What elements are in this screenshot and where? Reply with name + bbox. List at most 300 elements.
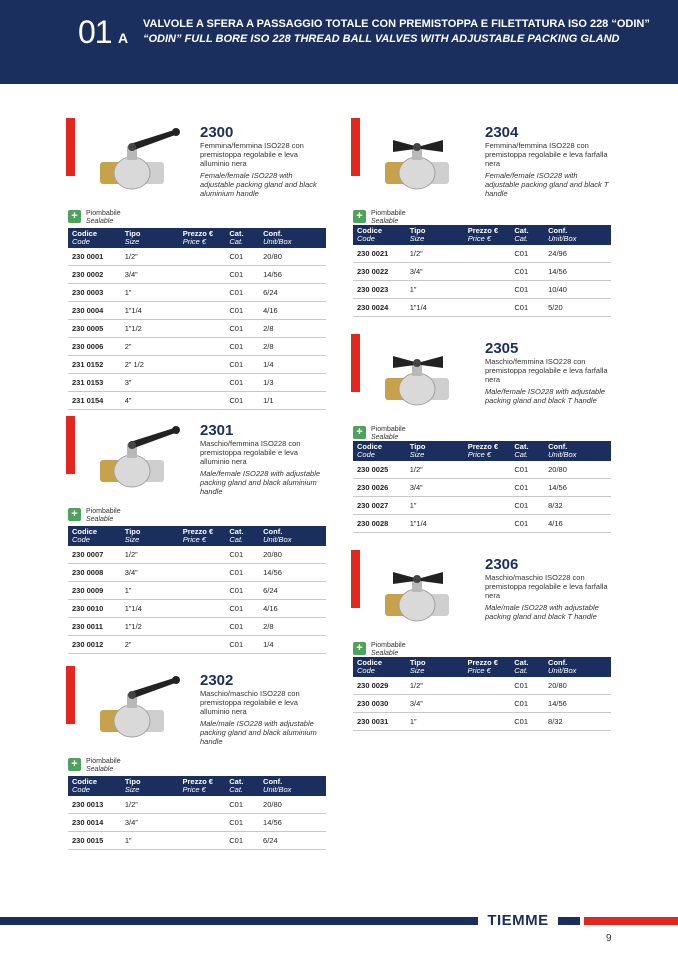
product-description-en: Male/male ISO228 with adjustable packing gland and black aluminium handle — [200, 719, 317, 746]
conf-cell: 8/32 — [544, 497, 611, 515]
header-label-en: Size — [124, 237, 140, 246]
price-cell — [464, 515, 511, 533]
header-label-en: Cat. — [514, 666, 529, 675]
code-cell: 230 0014 — [68, 814, 121, 832]
price-cell — [179, 374, 226, 392]
price-cell — [179, 248, 226, 266]
new-badge — [343, 334, 360, 392]
col-conf-header — [544, 441, 611, 461]
col-conf-header — [259, 526, 326, 546]
price-cell — [464, 263, 511, 281]
product-code: 2300 — [200, 124, 234, 141]
conf-cell: 14/56 — [544, 695, 611, 713]
sealable-icon: + — [68, 758, 81, 771]
page-number: 9 — [606, 933, 612, 944]
conf-cell: 20/80 — [259, 796, 326, 814]
section-number: 01 — [78, 14, 112, 50]
conf-cell: 6/24 — [259, 284, 326, 302]
cat-cell: C01 — [510, 299, 544, 317]
table-row — [353, 515, 611, 533]
header-label-it: Codice — [357, 658, 383, 667]
new-badge — [343, 550, 360, 608]
new-badge — [58, 118, 75, 176]
table-row — [68, 266, 326, 284]
table-header — [353, 657, 611, 677]
size-cell: 3/4” — [406, 695, 464, 713]
table-row — [68, 546, 326, 564]
size-cell: 1”1/4 — [121, 302, 179, 320]
header-label-en: Size — [409, 450, 425, 459]
header-label-en: Unit/Box — [548, 234, 577, 243]
price-cell — [179, 600, 226, 618]
code-cell: 230 0002 — [68, 266, 121, 284]
conf-cell: 1/1 — [259, 392, 326, 410]
price-cell — [179, 392, 226, 410]
table-row — [353, 461, 611, 479]
conf-cell: 8/32 — [544, 713, 611, 731]
size-cell: 1/2” — [121, 796, 179, 814]
header-label-it: Prezzo € — [467, 658, 498, 667]
code-cell: 230 0029 — [353, 677, 406, 695]
cat-cell: C01 — [225, 582, 259, 600]
col-price-header — [464, 225, 511, 245]
price-table — [68, 526, 326, 654]
price-cell — [179, 582, 226, 600]
col-conf-header — [259, 776, 326, 796]
code-cell: 230 0004 — [68, 302, 121, 320]
price-table — [353, 225, 611, 317]
size-cell: 1/2” — [121, 546, 179, 564]
table-row — [68, 284, 326, 302]
code-cell: 230 0007 — [68, 546, 121, 564]
new-badge-label: NEW — [58, 127, 66, 144]
header-label-en: Code — [357, 666, 375, 675]
cat-cell: C01 — [225, 392, 259, 410]
code-cell: 230 0024 — [353, 299, 406, 317]
cat-cell: C01 — [510, 497, 544, 515]
price-table — [353, 441, 611, 533]
conf-cell: 20/80 — [544, 461, 611, 479]
header-label-en: Size — [124, 785, 140, 794]
size-cell: 1” — [121, 832, 179, 850]
size-cell: 1” — [121, 284, 179, 302]
header-label-en: Unit/Box — [548, 450, 577, 459]
col-size-header — [406, 441, 464, 461]
col-conf-header — [544, 225, 611, 245]
product-description-en: Male/female ISO228 with adjustable packing gland and black aluminium handle — [200, 469, 321, 496]
price-cell — [179, 266, 226, 284]
code-cell: 230 0006 — [68, 338, 121, 356]
size-cell: 3/4” — [406, 263, 464, 281]
table-row — [68, 636, 326, 654]
col-code-header — [68, 526, 121, 546]
price-cell — [464, 497, 511, 515]
sealable-label-en: Sealable — [86, 516, 114, 523]
code-cell: 231 0153 — [68, 374, 121, 392]
table-row — [353, 497, 611, 515]
size-cell: 4” — [121, 392, 179, 410]
header-label-it: Cat. — [229, 229, 244, 238]
table-row — [353, 677, 611, 695]
header-label-it: Cat. — [514, 226, 529, 235]
new-badge — [343, 118, 360, 176]
price-cell — [179, 796, 226, 814]
header-label-en: Code — [72, 535, 90, 544]
product-description-it: Maschio/maschio ISO228 con premistoppa regolabile e leva alluminio nera — [200, 689, 300, 716]
new-badge-label: NEW — [343, 127, 351, 144]
table-header — [68, 526, 326, 546]
size-cell: 2” 1/2 — [121, 356, 179, 374]
conf-cell: 24/96 — [544, 245, 611, 263]
code-cell: 231 0154 — [68, 392, 121, 410]
code-cell: 230 0001 — [68, 248, 121, 266]
cat-cell: C01 — [225, 796, 259, 814]
cat-cell: C01 — [225, 600, 259, 618]
table-row — [353, 281, 611, 299]
table-row — [353, 695, 611, 713]
cat-cell: C01 — [225, 564, 259, 582]
product-description-en: Female/female ISO228 with adjustable packing gland and black aluminium handle — [200, 171, 317, 198]
col-price-header — [464, 657, 511, 677]
table-row — [353, 479, 611, 497]
price-cell — [464, 695, 511, 713]
header-label-en: Code — [72, 785, 90, 794]
product-description-it: Maschio/femmina ISO228 con premistoppa regolabile e leva alluminio nera — [200, 439, 301, 466]
code-cell: 230 0009 — [68, 582, 121, 600]
code-cell: 230 0030 — [353, 695, 406, 713]
col-cat-header — [225, 228, 259, 248]
header-label-it: Codice — [357, 226, 383, 235]
cat-cell: C01 — [225, 302, 259, 320]
conf-cell: 4/16 — [259, 600, 326, 618]
table-row — [353, 245, 611, 263]
valve-image-icon — [363, 122, 475, 194]
new-badge-label: NEW — [343, 559, 351, 576]
cat-cell: C01 — [225, 814, 259, 832]
cat-cell: C01 — [510, 281, 544, 299]
header-label-it: Tipo — [409, 442, 426, 451]
size-cell: 3/4” — [121, 814, 179, 832]
conf-cell: 5/20 — [544, 299, 611, 317]
col-size-header — [121, 228, 179, 248]
cat-cell: C01 — [510, 677, 544, 695]
conf-cell: 20/80 — [544, 677, 611, 695]
header-label-en: Cat. — [229, 785, 244, 794]
conf-cell: 10/40 — [544, 281, 611, 299]
product-code: 2306 — [485, 556, 519, 573]
sealable-icon: + — [353, 426, 366, 439]
code-cell: 230 0008 — [68, 564, 121, 582]
table-row — [353, 713, 611, 731]
price-cell — [179, 814, 226, 832]
header-label-it: Codice — [357, 442, 383, 451]
price-cell — [464, 281, 511, 299]
size-cell: 1” — [406, 497, 464, 515]
header-label-en: Cat. — [514, 450, 529, 459]
cat-cell: C01 — [225, 266, 259, 284]
price-cell — [179, 320, 226, 338]
size-cell: 1” — [406, 281, 464, 299]
col-price-header — [179, 776, 226, 796]
sealable-label-en: Sealable — [371, 434, 399, 441]
code-cell: 230 0005 — [68, 320, 121, 338]
conf-cell: 14/56 — [259, 564, 326, 582]
header-label-it: Cat. — [514, 442, 529, 451]
sealable-icon: + — [353, 642, 366, 655]
price-cell — [464, 461, 511, 479]
cat-cell: C01 — [510, 245, 544, 263]
header-label-en: Price € — [467, 450, 492, 459]
price-table — [353, 657, 611, 731]
product-code: 2302 — [200, 672, 234, 689]
cat-cell: C01 — [225, 338, 259, 356]
sealable-label-it: Piombabile — [86, 508, 121, 515]
col-conf-header — [544, 657, 611, 677]
header-label-it: Conf. — [548, 658, 568, 667]
header-label-en: Code — [357, 234, 375, 243]
product-description-it: Maschio/maschio ISO228 con premistoppa regolabile e leva farfalla nera — [485, 573, 608, 600]
col-code-header — [353, 441, 406, 461]
header-label-en: Unit/Box — [263, 785, 292, 794]
product-description-it: Femmina/femmina ISO228 con premistoppa regolabile e leva alluminio nera — [200, 141, 304, 168]
conf-cell: 4/16 — [259, 302, 326, 320]
price-cell — [464, 479, 511, 497]
size-cell: 1” — [121, 582, 179, 600]
code-cell: 230 0022 — [353, 263, 406, 281]
cat-cell: C01 — [510, 461, 544, 479]
header-label-it: Prezzo € — [182, 777, 213, 786]
size-cell: 2” — [121, 338, 179, 356]
table-row — [68, 302, 326, 320]
product-description-en: Male/female ISO228 with adjustable packing gland and black T handle — [485, 387, 606, 405]
header-label-en: Code — [72, 237, 90, 246]
header-label-en: Code — [357, 450, 375, 459]
col-code-header — [353, 657, 406, 677]
code-cell: 230 0010 — [68, 600, 121, 618]
header-label-it: Codice — [72, 527, 98, 536]
cat-cell: C01 — [510, 479, 544, 497]
header-label-en: Price € — [467, 234, 492, 243]
code-cell: 231 0152 — [68, 356, 121, 374]
conf-cell: 14/56 — [259, 266, 326, 284]
size-cell: 1” — [406, 713, 464, 731]
conf-cell: 20/80 — [259, 546, 326, 564]
col-size-header — [121, 526, 179, 546]
size-cell: 1”1/4 — [121, 600, 179, 618]
cat-cell: C01 — [225, 284, 259, 302]
valve-image-icon — [363, 338, 475, 410]
product-code: 2305 — [485, 340, 519, 357]
table-row — [353, 263, 611, 281]
sealable-icon: + — [68, 210, 81, 223]
col-size-header — [406, 657, 464, 677]
product-description-en: Male/male ISO228 with adjustable packing gland and black T handle — [485, 603, 599, 621]
conf-cell: 1/3 — [259, 374, 326, 392]
code-cell: 230 0013 — [68, 796, 121, 814]
price-cell — [464, 299, 511, 317]
table-row — [68, 374, 326, 392]
col-price-header — [464, 441, 511, 461]
table-row — [68, 338, 326, 356]
header-label-it: Cat. — [229, 527, 244, 536]
title-italian: VALVOLE A SFERA A PASSAGGIO TOTALE CON PREMISTOPPA E FILETTATURA ISO 228 “ODIN” — [143, 18, 650, 30]
header-label-it: Conf. — [548, 226, 568, 235]
header-label-en: Price € — [182, 785, 206, 794]
size-cell: 1/2” — [406, 461, 464, 479]
code-cell: 230 0015 — [68, 832, 121, 850]
header-label-it: Prezzo € — [467, 442, 499, 451]
product-description-en: Female/female ISO228 with adjustable packing gland and black T handle — [485, 171, 609, 198]
code-cell: 230 0012 — [68, 636, 121, 654]
col-cat-header — [510, 657, 544, 677]
header-label-en: Unit/Box — [263, 237, 292, 246]
col-size-header — [406, 225, 464, 245]
conf-cell: 20/80 — [259, 248, 326, 266]
table-row — [68, 814, 326, 832]
code-cell: 230 0003 — [68, 284, 121, 302]
valve-image-icon — [78, 670, 190, 742]
table-row — [68, 796, 326, 814]
col-code-header — [353, 225, 406, 245]
header-label-en: Size — [124, 535, 140, 544]
price-cell — [179, 284, 226, 302]
header-label-it: Tipo — [409, 658, 426, 667]
header-label-en: Cat. — [514, 234, 529, 243]
new-badge — [58, 666, 75, 724]
table-row — [68, 618, 326, 636]
header-label-en: Price € — [182, 237, 207, 246]
table-header — [68, 228, 326, 248]
cat-cell: C01 — [510, 713, 544, 731]
header-label-en: Unit/Box — [548, 666, 577, 675]
new-badge-label: NEW — [58, 425, 66, 442]
sealable-label-it: Piombabile — [371, 426, 406, 433]
cat-cell: C01 — [225, 618, 259, 636]
footer-accent — [584, 917, 678, 925]
header-label-it: Conf. — [548, 442, 568, 451]
section-letter: A — [118, 30, 129, 46]
cat-cell: C01 — [225, 636, 259, 654]
size-cell: 3/4” — [121, 266, 179, 284]
cat-cell: C01 — [510, 695, 544, 713]
cat-cell: C01 — [510, 263, 544, 281]
header-label-it: Conf. — [263, 777, 283, 786]
valve-image-icon — [363, 554, 475, 626]
header-label-en: Price € — [182, 535, 207, 544]
header-label-en: Size — [409, 666, 425, 675]
header-label-it: Cat. — [514, 658, 529, 667]
sealable-label-it: Piombabile — [86, 210, 121, 217]
code-cell: 230 0023 — [353, 281, 406, 299]
code-cell: 230 0025 — [353, 461, 406, 479]
price-cell — [179, 564, 226, 582]
table-row — [68, 248, 326, 266]
sealable-label-en: Sealable — [371, 218, 399, 225]
sealable-label-en: Sealable — [371, 650, 399, 657]
sealable-label-it: Piombabile — [371, 642, 406, 649]
sealable-label-en: Sealable — [86, 766, 114, 773]
cat-cell: C01 — [225, 248, 259, 266]
price-table — [68, 776, 326, 850]
new-badge — [58, 416, 75, 474]
header-label-it: Cat. — [229, 777, 244, 786]
header-label-en: Cat. — [229, 535, 244, 544]
new-badge-label: NEW — [343, 343, 351, 360]
cat-cell: C01 — [225, 356, 259, 374]
table-header — [68, 776, 326, 796]
conf-cell: 2/8 — [259, 320, 326, 338]
cat-cell: C01 — [225, 374, 259, 392]
header-label-it: Prezzo € — [182, 229, 214, 238]
valve-image-icon — [78, 420, 190, 492]
title-english: “ODIN” FULL BORE ISO 228 THREAD BALL VALVES WITH ADJUSTABLE PACKING GLAND — [143, 33, 620, 45]
col-price-header — [179, 228, 226, 248]
conf-cell: 4/16 — [544, 515, 611, 533]
col-conf-header — [259, 228, 326, 248]
col-price-header — [179, 526, 226, 546]
table-row — [353, 299, 611, 317]
code-cell: 230 0028 — [353, 515, 406, 533]
product-description-it: Maschio/femmina ISO228 con premistoppa regolabile e leva farfalla nera — [485, 357, 608, 384]
conf-cell: 6/24 — [259, 582, 326, 600]
sealable-label-it: Piombabile — [86, 758, 121, 765]
product-code: 2301 — [200, 422, 234, 439]
size-cell: 1”1/2 — [121, 320, 179, 338]
conf-cell: 14/56 — [259, 814, 326, 832]
header-label-it: Codice — [72, 229, 98, 238]
conf-cell: 1/4 — [259, 636, 326, 654]
size-cell: 1/2” — [406, 677, 464, 695]
cat-cell: C01 — [225, 546, 259, 564]
table-row — [68, 564, 326, 582]
conf-cell: 14/56 — [544, 263, 611, 281]
col-code-header — [68, 776, 121, 796]
sealable-label-en: Sealable — [86, 218, 114, 225]
header-label-it: Tipo — [409, 226, 426, 235]
price-cell — [464, 245, 511, 263]
code-cell: 230 0027 — [353, 497, 406, 515]
table-header — [353, 441, 611, 461]
col-cat-header — [225, 526, 259, 546]
valve-image-icon — [78, 122, 190, 194]
col-cat-header — [225, 776, 259, 796]
price-cell — [179, 618, 226, 636]
conf-cell: 14/56 — [544, 479, 611, 497]
table-row — [68, 356, 326, 374]
col-size-header — [121, 776, 179, 796]
header-label-en: Price € — [467, 666, 491, 675]
code-cell: 230 0011 — [68, 618, 121, 636]
price-cell — [464, 713, 511, 731]
size-cell: 3” — [121, 374, 179, 392]
size-cell: 3/4” — [406, 479, 464, 497]
cat-cell: C01 — [510, 515, 544, 533]
table-row — [68, 582, 326, 600]
code-cell: 230 0021 — [353, 245, 406, 263]
brand-logo: TIEMME — [478, 911, 558, 931]
size-cell: 2” — [121, 636, 179, 654]
size-cell: 1/2” — [121, 248, 179, 266]
price-cell — [464, 677, 511, 695]
table-row — [68, 832, 326, 850]
new-badge-label: NEW — [58, 675, 66, 692]
price-cell — [179, 832, 226, 850]
product-code: 2304 — [485, 124, 519, 141]
header-label-it: Prezzo € — [467, 226, 499, 235]
price-cell — [179, 302, 226, 320]
cat-cell: C01 — [225, 320, 259, 338]
header-label-it: Codice — [72, 777, 98, 786]
